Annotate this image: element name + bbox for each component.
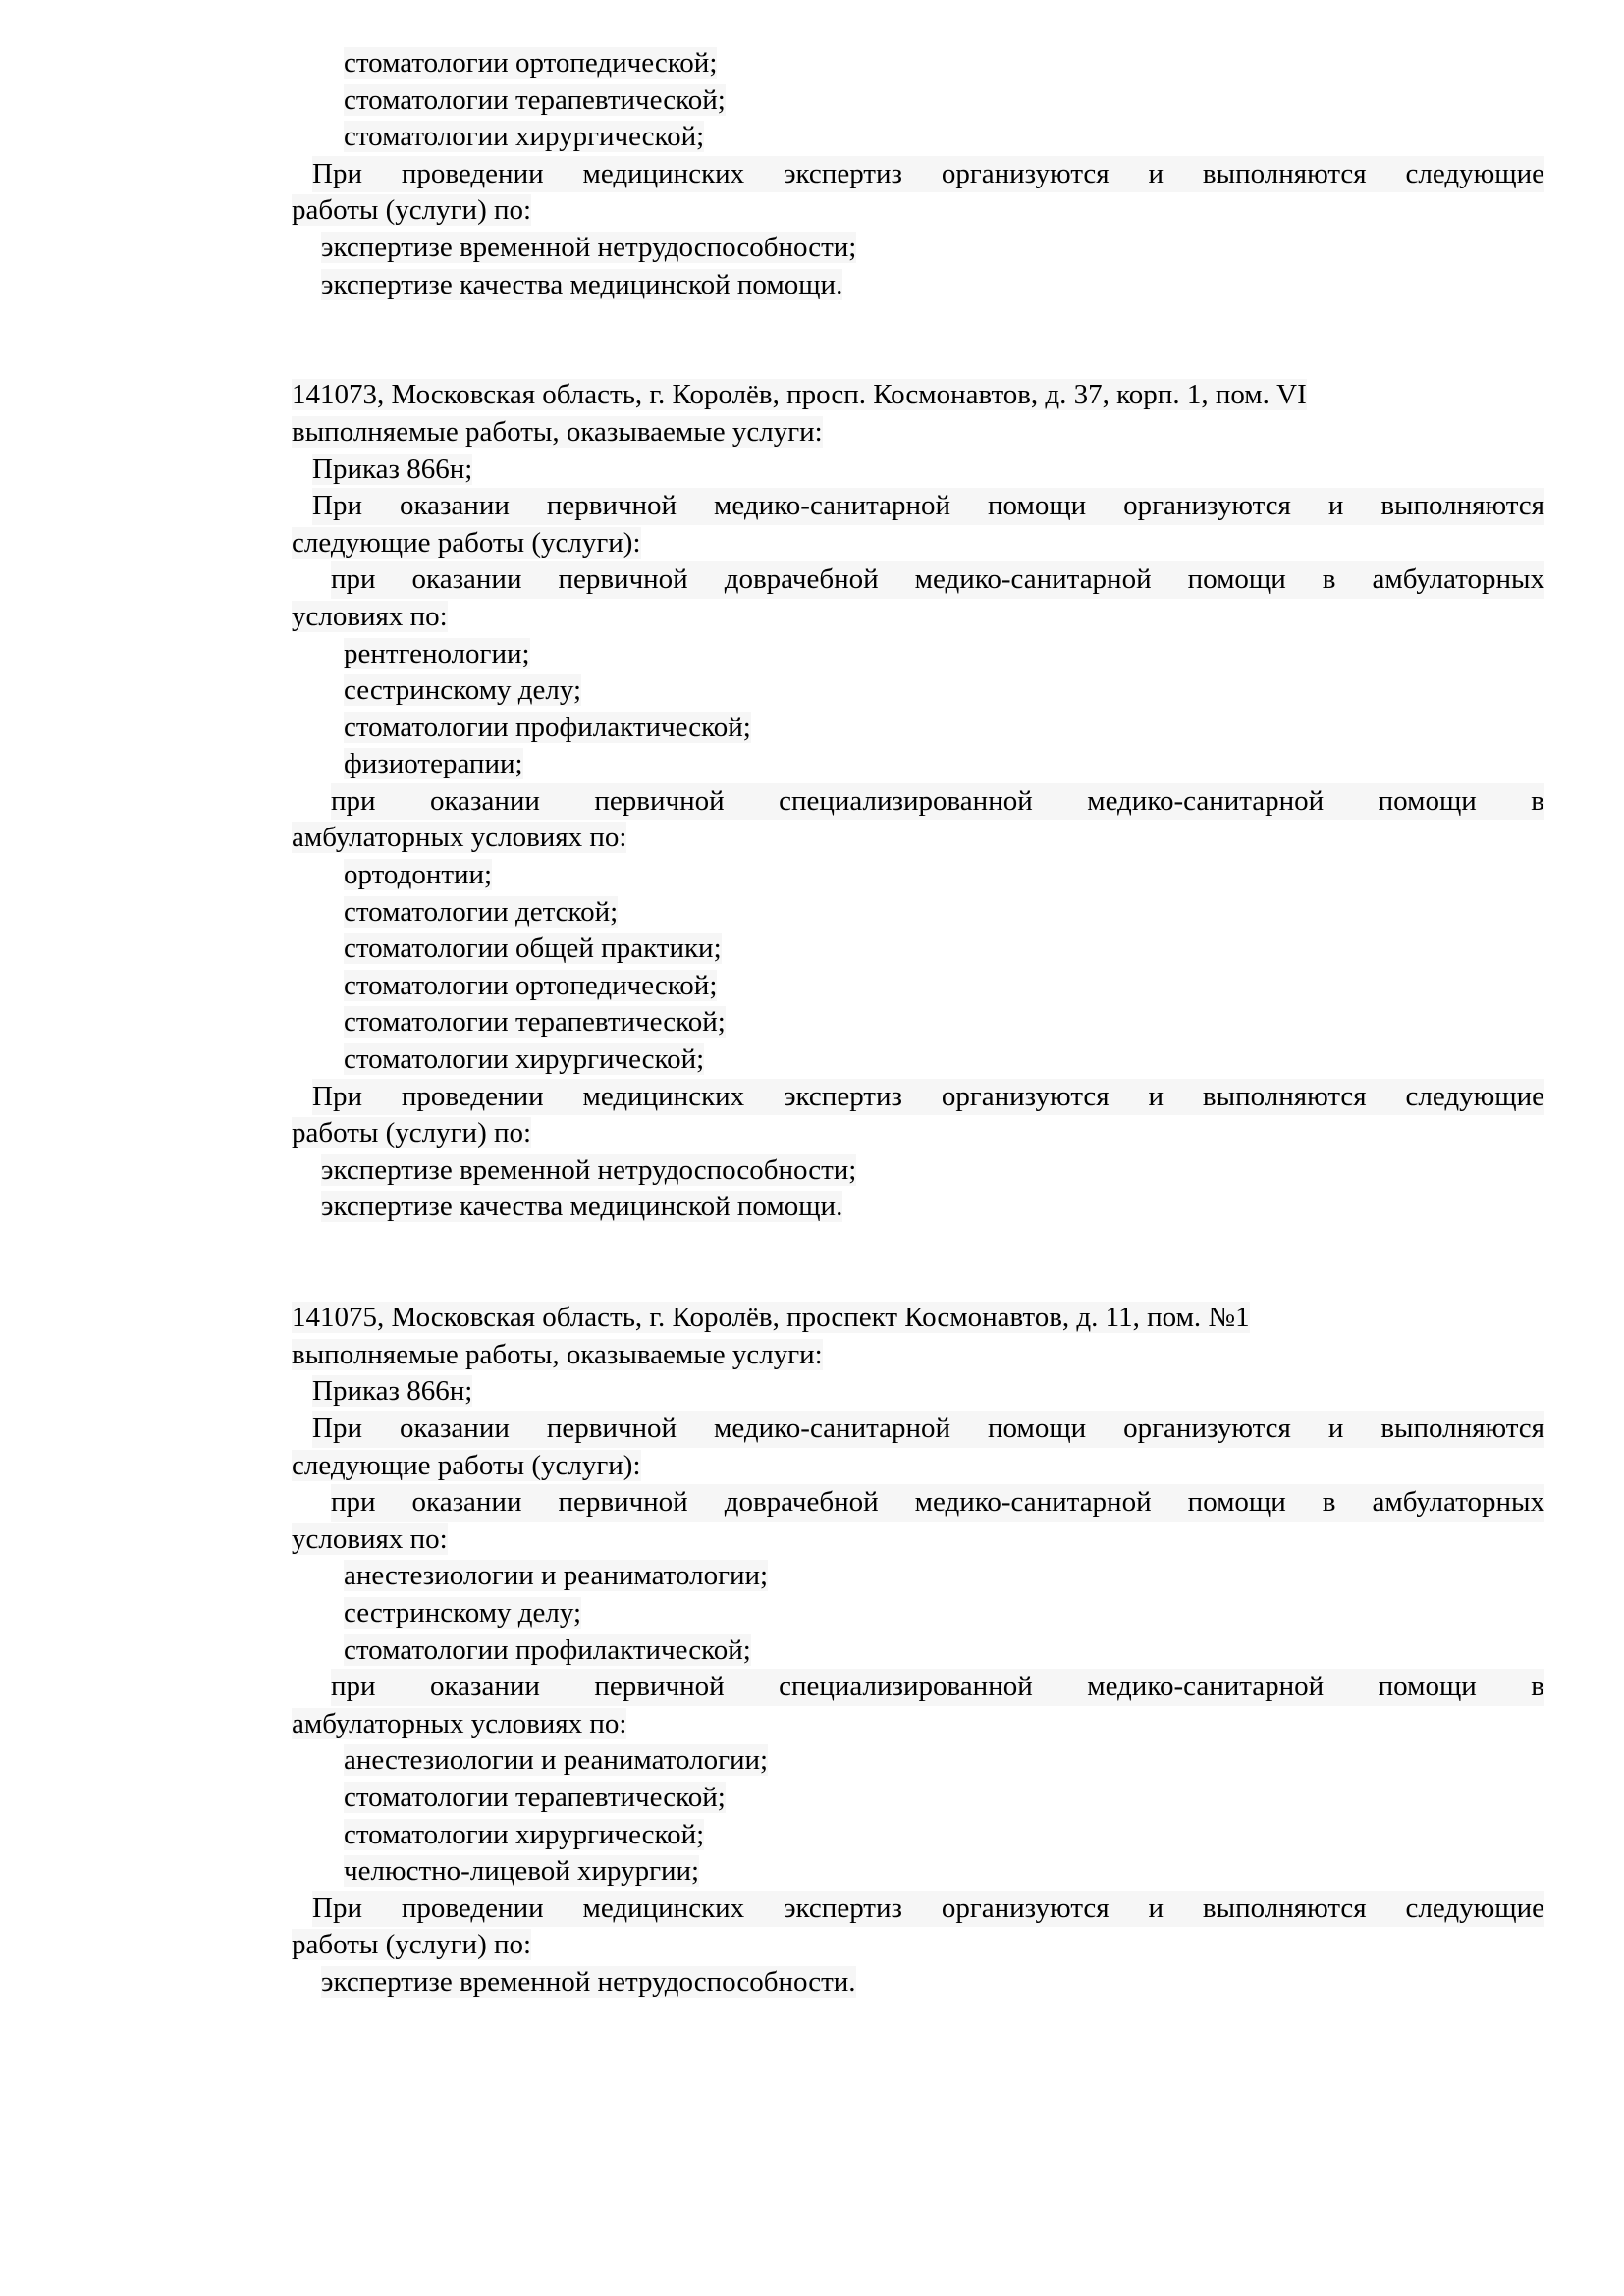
text-line	[292, 746, 1544, 783]
text-line-content: стоматологии хирургической;	[344, 121, 705, 153]
text-line-content: стоматологии профилактической;	[344, 1633, 751, 1666]
text-line-content: Приказ 866н;	[312, 1375, 473, 1408]
text-line	[292, 414, 1544, 452]
text-line	[292, 192, 1544, 230]
text-line-content: следующие работы (услуги):	[292, 1449, 641, 1481]
text-line-content: экспертизе временной нетрудоспособности;	[321, 1153, 857, 1186]
text-line-content: выполняемые работы, оказываемые услуги:	[292, 415, 823, 448]
text-line	[292, 820, 1544, 857]
text-line-content: стоматологии ортопедической;	[344, 47, 718, 79]
text-line-content: работы (услуги) по:	[292, 1117, 532, 1149]
text-line	[292, 1115, 1544, 1152]
text-line-content: ортодонтии;	[344, 859, 493, 891]
text-line	[292, 1004, 1544, 1041]
text-line-content: стоматологии детской;	[344, 895, 619, 928]
text-line-content: При проведении медицинских экспертиз организуются и выполняются следующие	[312, 1079, 1544, 1116]
text-line	[292, 488, 1544, 525]
text-line	[292, 1411, 1544, 1448]
text-line-content: При проведении медицинских экспертиз организуются и выполняются следующие	[312, 156, 1544, 193]
text-line-content: стоматологии хирургической;	[344, 1818, 705, 1850]
text-line	[292, 1780, 1544, 1817]
text-line-content: стоматологии общей практики;	[344, 933, 722, 965]
text-line-content: стоматологии ортопедической;	[344, 969, 718, 1001]
text-line-content: При проведении медицинских экспертиз организуются и выполняются следующие	[312, 1891, 1544, 1928]
text-line-content: следующие работы (услуги):	[292, 526, 641, 559]
text-line	[292, 1041, 1544, 1079]
text-line	[292, 599, 1544, 636]
text-line	[292, 672, 1544, 710]
text-line	[292, 1632, 1544, 1670]
text-line-content: при оказании первичной доврачебной медико-санитарной помощи в амбулаторных	[331, 561, 1544, 599]
text-line-content: анестезиологии и реаниматологии;	[344, 1560, 769, 1592]
text-line-content: Приказ 866н;	[312, 453, 473, 485]
text-line-content: выполняемые работы, оказываемые услуги:	[292, 1338, 823, 1370]
text-line	[292, 1152, 1544, 1190]
text-line	[292, 1484, 1544, 1522]
text-line	[292, 1595, 1544, 1632]
text-line-content: рентгенологии;	[344, 637, 530, 669]
text-line-content: условиях по:	[292, 1522, 448, 1555]
text-line-content: при оказании первичной доврачебной медико-санитарной помощи в амбулаторных	[331, 1484, 1544, 1522]
text-line	[292, 341, 1544, 378]
text-line-content: стоматологии терапевтической;	[344, 1781, 726, 1813]
text-line	[292, 1189, 1544, 1226]
text-line-content: стоматологии профилактической;	[344, 711, 751, 743]
text-line-content: амбулаторных условиях по:	[292, 1707, 627, 1739]
text-line	[292, 1373, 1544, 1411]
text-line	[292, 1079, 1544, 1116]
text-line	[292, 119, 1544, 156]
text-line-content: 141073, Московская область, г. Королёв, просп. Космонавтов, д. 37, корп. 1, пом. VI	[292, 379, 1307, 411]
text-line	[292, 1669, 1544, 1706]
text-line-content: При оказании первичной медико-санитарной помощи организуются и выполняются	[312, 1411, 1544, 1448]
text-line	[292, 1558, 1544, 1595]
text-line-content: работы (услуги) по:	[292, 194, 532, 227]
text-line-content: сестринскому делу;	[344, 1596, 582, 1629]
text-line	[292, 968, 1544, 1005]
text-line	[292, 894, 1544, 932]
text-line	[292, 156, 1544, 193]
text-line	[292, 561, 1544, 599]
text-line	[292, 1300, 1544, 1337]
text-line-content: условиях по:	[292, 600, 448, 632]
text-line	[292, 783, 1544, 821]
text-line	[292, 82, 1544, 120]
text-line-content: стоматологии терапевтической;	[344, 1006, 726, 1039]
text-line	[292, 1817, 1544, 1854]
text-line-content: сестринскому делу;	[344, 674, 582, 707]
text-line-content: физиотерапии;	[344, 748, 523, 780]
text-line-content: при оказании первичной специализированной медико-санитарной помощи в	[331, 1669, 1544, 1706]
text-line-content: При оказании первичной медико-санитарной помощи организуются и выполняются	[312, 488, 1544, 525]
text-line	[292, 710, 1544, 747]
text-line	[292, 377, 1544, 414]
text-line	[292, 452, 1544, 489]
text-line	[292, 1448, 1544, 1485]
text-line-content: анестезиологии и реаниматологии;	[344, 1744, 769, 1777]
text-line-content: при оказании первичной специализированной медико-санитарной помощи в	[331, 783, 1544, 821]
text-line	[292, 525, 1544, 562]
text-line	[292, 1522, 1544, 1559]
text-line	[292, 1263, 1544, 1301]
text-line	[292, 931, 1544, 968]
text-line-content: экспертизе временной нетрудоспособности;	[321, 231, 857, 263]
text-line-content: экспертизе качества медицинской помощи.	[321, 1191, 843, 1223]
text-line	[292, 45, 1544, 82]
text-line	[292, 1742, 1544, 1780]
text-line	[292, 1927, 1544, 1964]
text-line-content: экспертизе качества медицинской помощи.	[321, 268, 843, 300]
text-line-content: амбулаторных условиях по:	[292, 822, 627, 854]
text-line	[292, 1853, 1544, 1891]
text-line-content: стоматологии хирургической;	[344, 1043, 705, 1076]
text-line	[292, 636, 1544, 673]
text-line	[292, 1706, 1544, 1743]
text-line	[292, 857, 1544, 894]
text-line-content: стоматологии терапевтической;	[344, 83, 726, 116]
text-line	[292, 267, 1544, 304]
text-line	[292, 1891, 1544, 1928]
text-line	[292, 1226, 1544, 1263]
text-line	[292, 1964, 1544, 2002]
license-text-column	[292, 45, 1544, 2001]
text-line	[292, 1337, 1544, 1374]
text-line	[292, 230, 1544, 267]
text-line-content: экспертизе временной нетрудоспособности.	[321, 1965, 856, 1998]
text-line-content: челюстно-лицевой хирургии;	[344, 1855, 700, 1888]
text-line-content: работы (услуги) по:	[292, 1929, 532, 1961]
text-line	[292, 303, 1544, 341]
text-line-content: 141075, Московская область, г. Королёв, проспект Космонавтов, д. 11, пом. №1	[292, 1302, 1250, 1334]
